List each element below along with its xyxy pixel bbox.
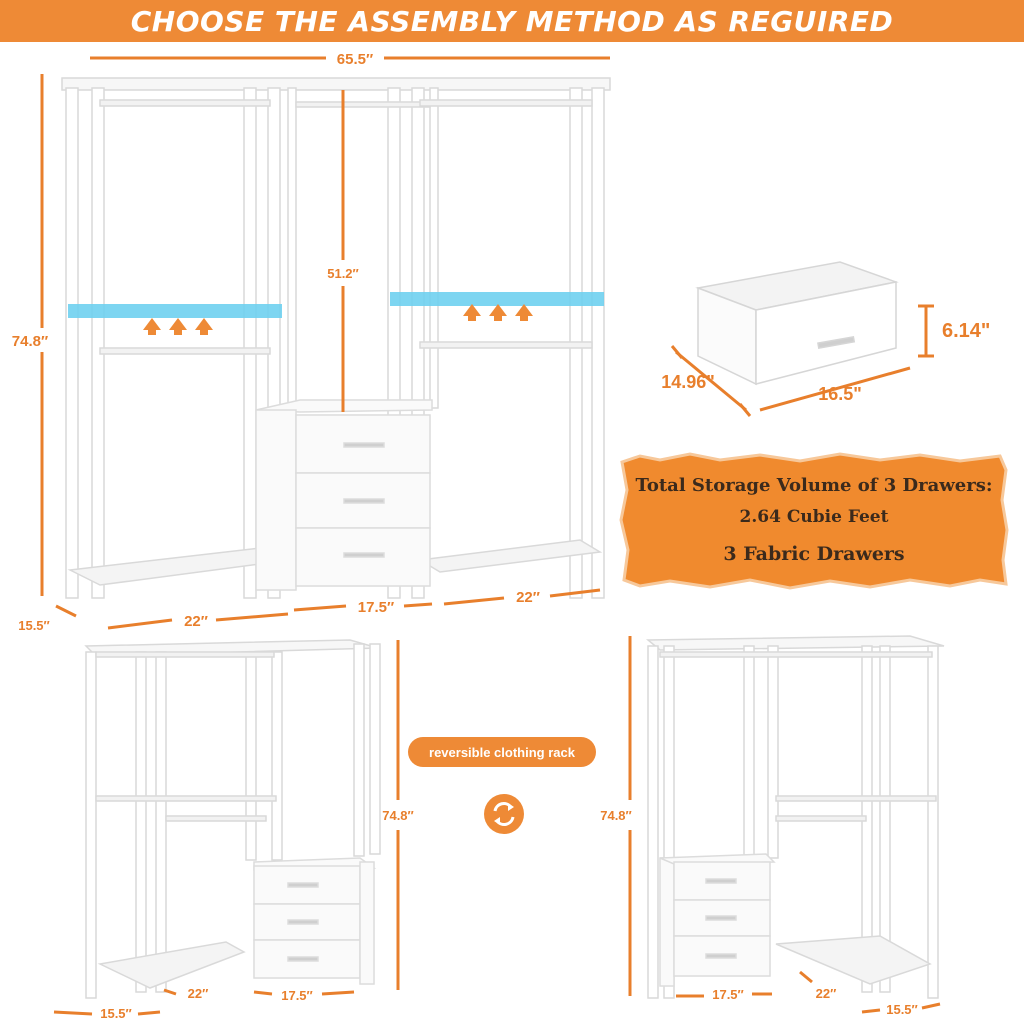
- main-width-label: 65.5″: [336, 51, 374, 68]
- corner-left-depth-label: 15.5″: [100, 1006, 132, 1021]
- drawer-height-label: 6.14": [942, 320, 991, 342]
- corner-left-side-label: 22″: [187, 986, 209, 1001]
- up-arrows-right: [463, 304, 533, 321]
- storage-info-card: [622, 455, 1006, 585]
- drawer-width-label: 16.5": [818, 384, 862, 404]
- drawer-depth-label: 14.96": [661, 372, 715, 392]
- reversible-label: reversible clothing rack: [429, 744, 575, 760]
- main-middle-section-label: 17.5″: [357, 599, 395, 616]
- main-depth-label: 15.5″: [18, 618, 50, 633]
- up-arrows-left: [143, 318, 213, 335]
- fabric-drawer: [698, 262, 896, 384]
- fabric-drawers-label: 3 Fabric Drawers: [723, 543, 905, 565]
- corner-right-middle-label: 17.5″: [712, 987, 744, 1002]
- corner-left-height-label: 74.8″: [382, 808, 414, 823]
- corner-right-height-label: 74.8″: [600, 808, 632, 823]
- reversible-badge: [408, 737, 596, 767]
- banner-title: CHOOSE THE ASSEMBLY METHOD AS REGUIRED: [130, 4, 894, 38]
- corner-right-depth-label: 15.5″: [886, 1002, 918, 1017]
- storage-volume-value: 2.64 Cubie Feet: [739, 507, 889, 527]
- main-inner-height-label: 51.2″: [327, 266, 359, 281]
- height-adjust-bar-right: [390, 292, 604, 306]
- storage-volume-line: Total Storage Volume of 3 Drawers:: [635, 475, 993, 496]
- main-drawer-unit: [256, 400, 432, 590]
- swap-arrows-icon: [484, 794, 524, 834]
- corner-right-side-label: 22″: [815, 986, 837, 1001]
- corner-left-middle-label: 17.5″: [281, 988, 313, 1003]
- corner-right-drawers: [660, 854, 774, 986]
- main-left-section-label: 22″: [184, 613, 208, 630]
- corner-left-drawers: [254, 858, 374, 984]
- main-height-label: 74.8″: [11, 333, 49, 350]
- main-right-section-label: 22″: [516, 589, 540, 606]
- height-adjust-bar-left: [68, 304, 282, 318]
